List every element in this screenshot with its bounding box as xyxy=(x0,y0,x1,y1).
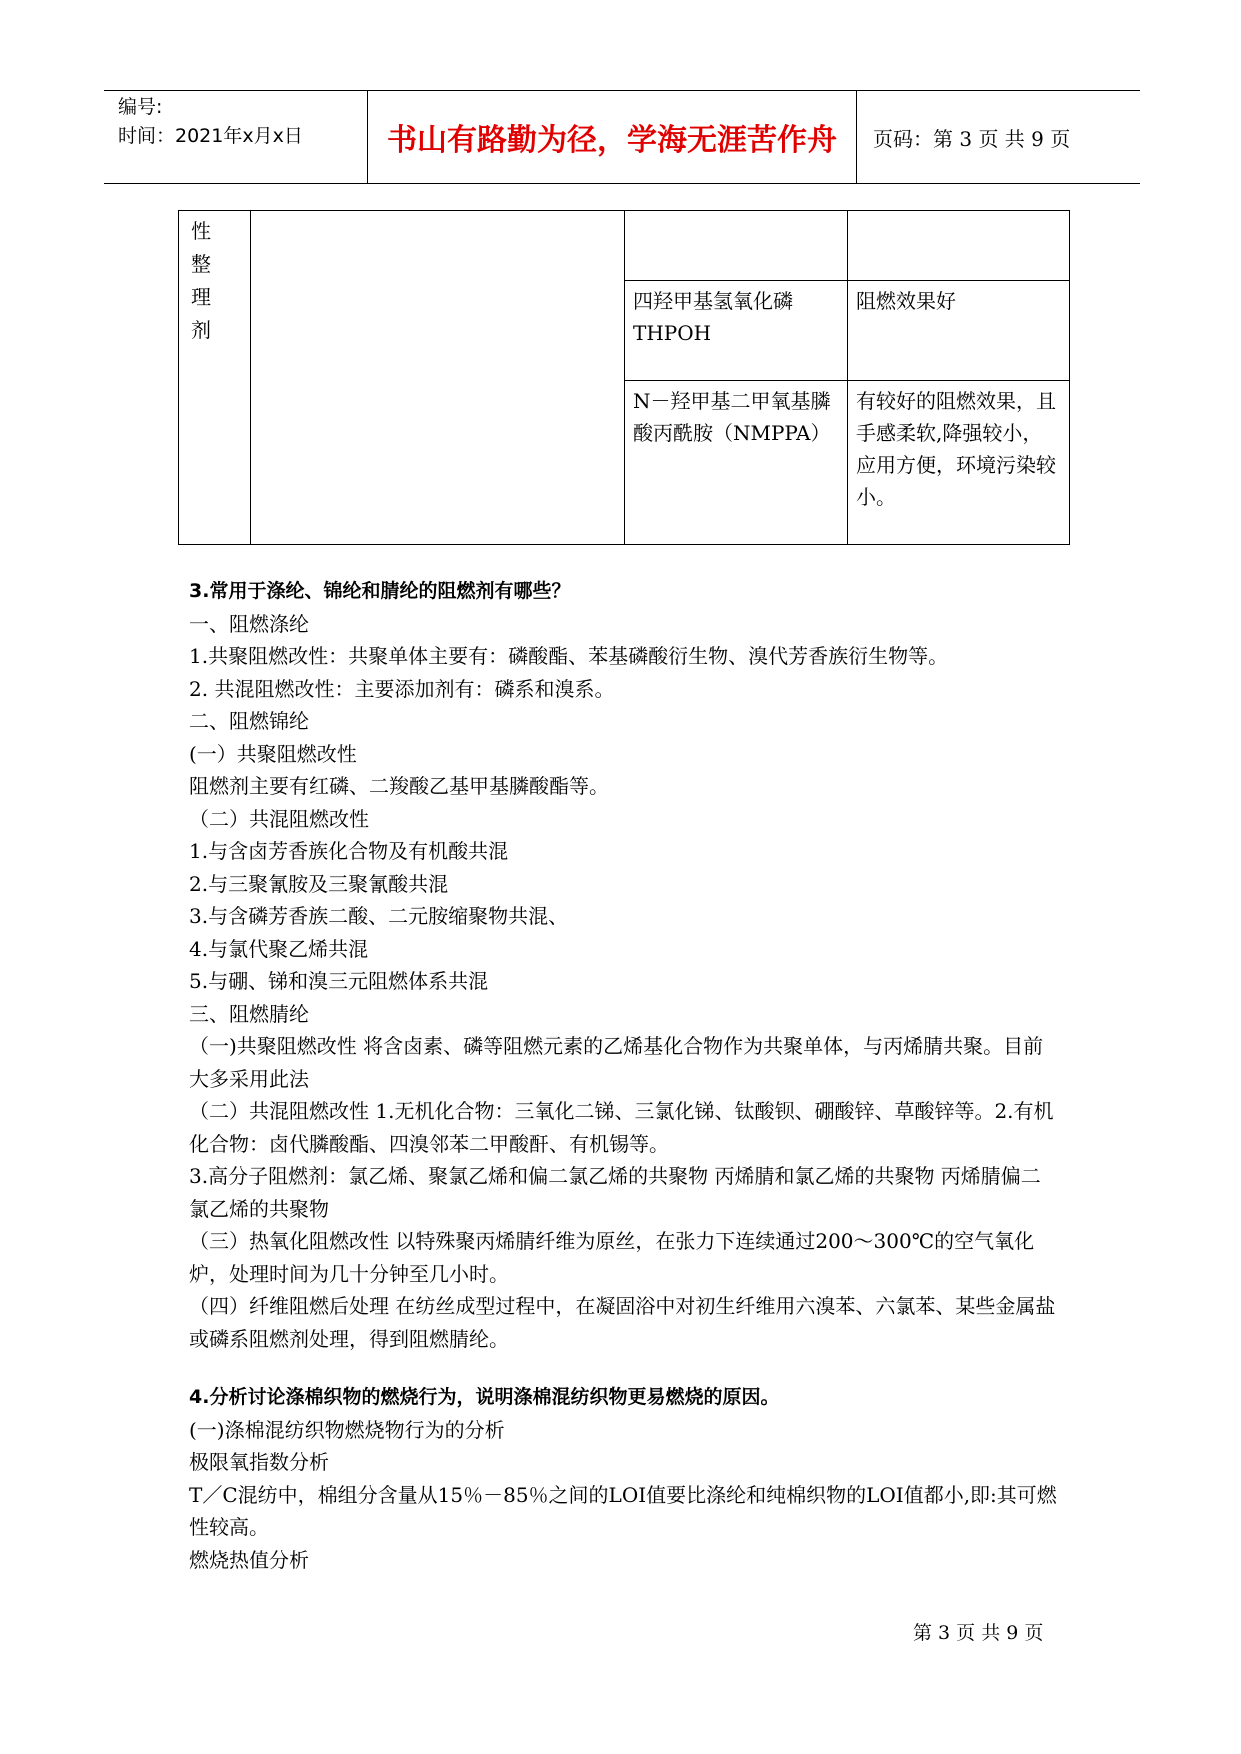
paragraph: (一）共聚阻燃改性 xyxy=(189,741,357,766)
agent-effect-cell xyxy=(848,211,1070,281)
paragraph: （二）共混阻燃改性 xyxy=(189,806,369,831)
paragraph: （二）共混阻燃改性 1.无机化合物：三氧化二锑、三氯化锑、钛酸钡、硼酸锌、草酸锌等。2.有机化合物：卤代膦酸酯、四溴邻苯二甲酸酐、有机锡等。 xyxy=(189,1099,1054,1156)
paragraph: 1.与含卤芳香族化合物及有机酸共混 xyxy=(189,839,509,863)
document-body xyxy=(189,575,1059,1576)
time-label: 时间：2021年x月x日 xyxy=(118,125,303,147)
paragraph: 二、阻燃锦纶 xyxy=(189,709,309,733)
paragraph: 一、阻燃涤纶 xyxy=(189,611,309,636)
paragraph: 2.与三聚氰胺及三聚氰酸共混 xyxy=(189,871,449,896)
blank-cell xyxy=(251,211,625,545)
paragraph: T／C混纺中，棉组分含量从15％－85％之间的LOI值要比涤纶和纯棉织物的LOI值都小,即:其可燃性较高。 xyxy=(189,1482,1057,1539)
agent-name-cell: N－羟甲基二甲氧基膦酸丙酰胺（NMPPA） xyxy=(625,381,848,545)
agent-effect-cell: 有较好的阻燃效果，且手感柔软,降强较小，应用方便，环境污染较小。 xyxy=(848,381,1070,545)
paragraph: 1.共聚阻燃改性：共聚单体主要有：磷酸酯、苯基磷酸衍生物、溴代芳香族衍生物等。 xyxy=(189,644,949,668)
paragraph: （一)共聚阻燃改性 将含卤素、磷等阻燃元素的乙烯基化合物作为共聚单体，与丙烯腈共聚。目前大多采用此法 xyxy=(189,1034,1044,1091)
paragraph: 3.高分子阻燃剂：氯乙烯、聚氯乙烯和偏二氯乙烯的共聚物 丙烯腈和氯乙烯的共聚物 丙烯腈偏二氯乙烯的共聚物 xyxy=(189,1164,1041,1221)
paragraph: 阻燃剂主要有红磷、二羧酸乙基甲基膦酸酯等。 xyxy=(189,774,609,798)
header-motto: 书山有路勤为径，学海无涯苦作舟 xyxy=(368,91,857,183)
category-char: 剂 xyxy=(191,318,211,342)
paragraph: 三、阻燃腈纶 xyxy=(189,1001,309,1026)
agent-effect-cell: 阻燃效果好 xyxy=(848,281,1070,381)
paragraph: （四）纤维阻燃后处理 在纺丝成型过程中，在凝固浴中对初生纤维用六溴苯、六氯苯、某些金属盐或磷系阻燃剂处理，得到阻燃腈纶。 xyxy=(189,1294,1056,1351)
paragraph: (一)涤棉混纺织物燃烧物行为的分析 xyxy=(189,1417,505,1442)
section-heading: 4.分析讨论涤棉织物的燃烧行为，说明涤棉混纺织物更易燃烧的原因。 xyxy=(189,1386,780,1408)
paragraph: 2. 共混阻燃改性：主要添加剂有：磷系和溴系。 xyxy=(189,676,615,701)
agent-name-cell xyxy=(625,211,848,281)
paragraph: （三）热氧化阻燃改性 以特殊聚丙烯腈纤维为原丝，在张力下连续通过200～300℃的空气氧化炉，处理时间为几十分钟至几小时。 xyxy=(189,1229,1035,1286)
table-row xyxy=(179,211,1070,281)
paragraph: 3.与含磷芳香族二酸、二元胺缩聚物共混、 xyxy=(189,904,569,928)
category-char: 理 xyxy=(191,285,211,309)
flame-retardant-table xyxy=(178,210,1070,545)
category-char: 性 xyxy=(191,219,211,243)
paragraph: 4.与氯代聚乙烯共混 xyxy=(189,936,369,961)
paragraph: 燃烧热值分析 xyxy=(189,1547,309,1572)
header-page-label: 页码：第 3 页 共 9 页 xyxy=(873,126,1071,151)
category-char: 整 xyxy=(191,252,211,276)
number-label: 编号: xyxy=(118,96,163,118)
category-cell xyxy=(179,211,251,545)
page-header xyxy=(104,90,1140,184)
paragraph: 5.与硼、锑和溴三元阻燃体系共混 xyxy=(189,969,489,993)
agent-name-cell: 四羟甲基氢氧化磷THPOH xyxy=(625,281,848,381)
section-heading: 3.常用于涤纶、锦纶和腈纶的阻燃剂有哪些？ xyxy=(189,580,571,602)
paragraph: 极限氧指数分析 xyxy=(189,1450,329,1474)
page-footer: 第 3 页 共 9 页 xyxy=(913,1622,1044,1644)
header-info xyxy=(104,91,368,183)
